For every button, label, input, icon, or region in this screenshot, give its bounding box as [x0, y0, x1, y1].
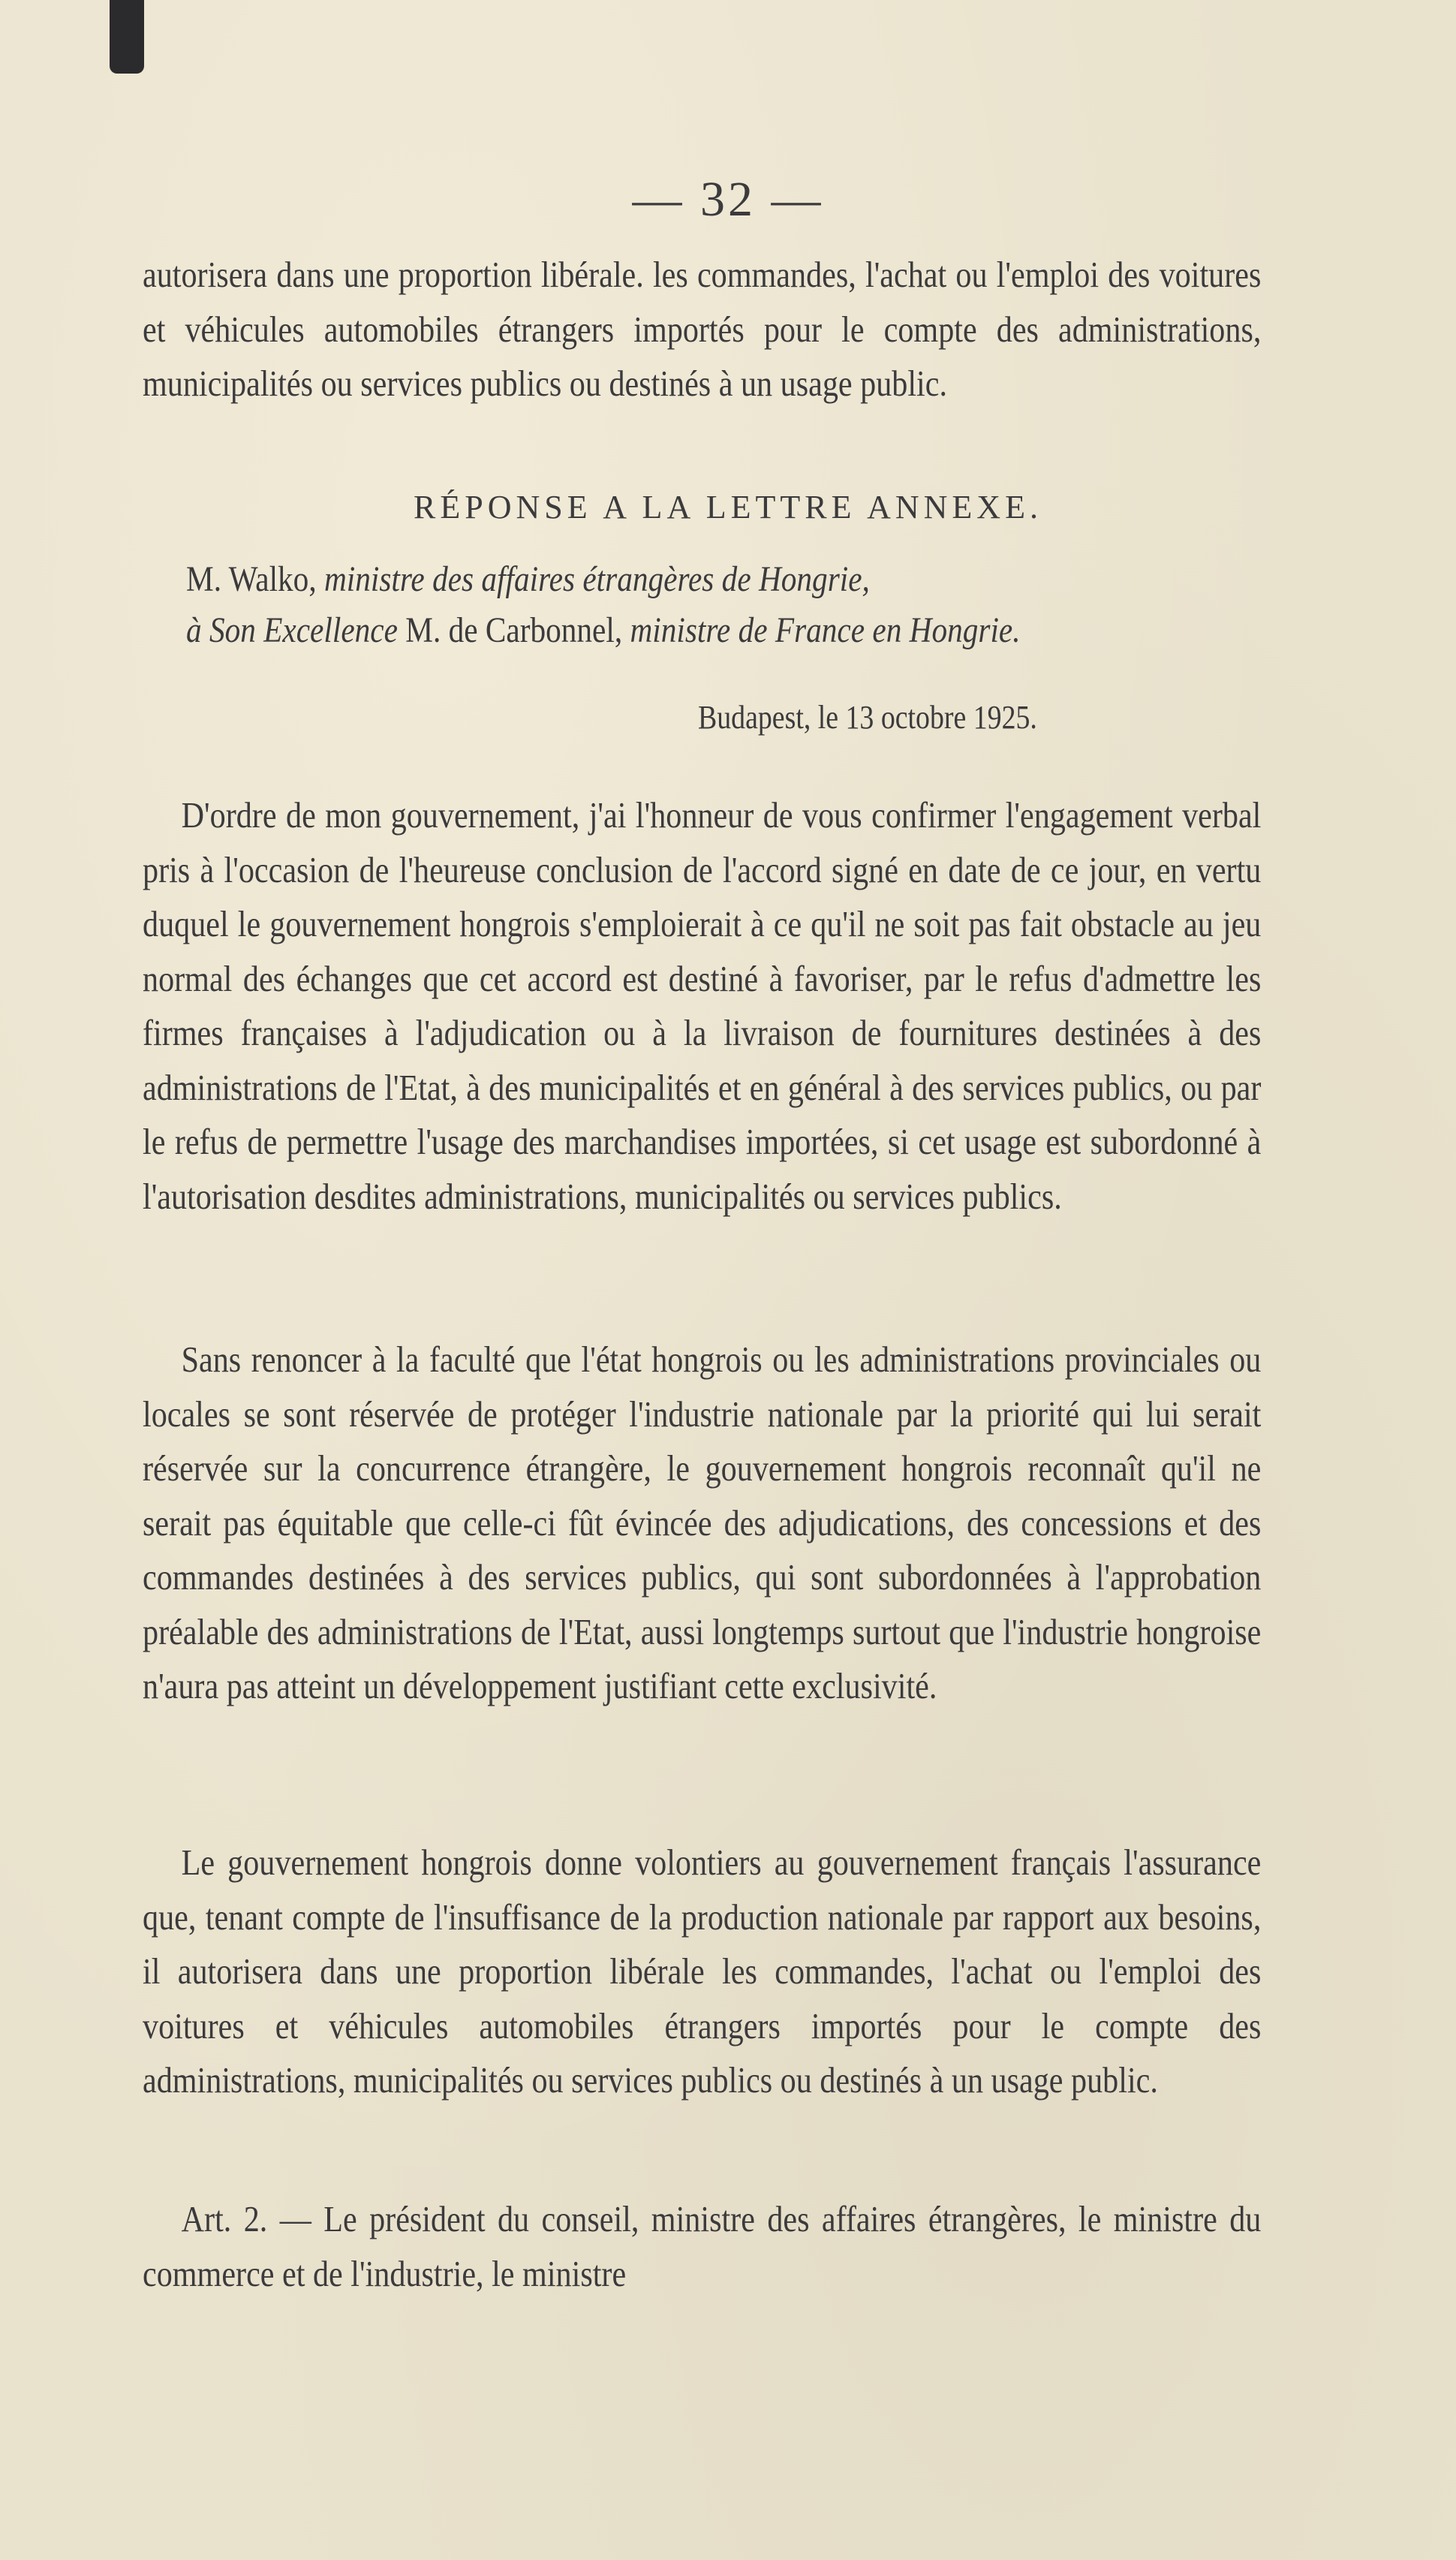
paragraph-text: Art. 2. — Le président du conseil, ministre des affaires étrangères, le ministre du commerce et de l'industrie, le ministre: [143, 2198, 1262, 2294]
paragraph-text: Le gouvernement hongrois donne volontiers au gouvernement français l'assurance que, tenant compte de l'insuffisance de la production nationale par rapport aux besoins, il autorisera dans une proportion libérale les commandes, l'achat ou l'emploi des voitures et véhicules automobiles étrangers importés pour le compte des administrations, municipalités ou services publics ou destinés à un usage public.: [143, 1842, 1262, 2101]
section-heading: RÉPONSE A LA LETTRE ANNEXE.: [414, 489, 1042, 526]
paragraph-text: Sans renoncer à la faculté que l'état hongrois ou les administrations provinciales ou locales se sont réservée de protéger l'industrie nationale par la priorité qui lui serait réservée sur la concurrence étrangère, le gouvernement hongrois reconnaît qu'il ne serait pas équitable que celle-ci fût évincée des adjudications, des concessions et des commandes destinées à des services publics, qui sont subordonnées à l'approbation préalable des administrations de l'Etat, aussi longtemps surtout que l'industrie hongroise n'aura pas atteint un développement justifiant cette exclusivité.: [143, 1339, 1262, 1706]
recipient-title: ministre de France en Hongrie.: [630, 610, 1021, 650]
paragraph-4: [143, 2192, 1261, 2301]
ink-corner-mark: [110, 0, 144, 74]
recipient-honorific: à Son Excellence: [186, 610, 398, 650]
sender-name: M. Walko,: [186, 559, 317, 599]
paragraph-continuation: [143, 248, 1261, 411]
letter-addressee: [186, 554, 1109, 656]
letter-date: Budapest, le 13 octobre 1925.: [698, 699, 1037, 736]
sender-title: ministre des affaires étrangères de Hongrie,: [323, 559, 870, 599]
paragraph-2: [143, 1333, 1261, 1714]
paragraph-text: autorisera dans une proportion libérale. les commandes, l'achat ou l'emploi des voitures et véhicules automobiles étrangers importés pour le compte des administrations, municipalités ou services publics ou destinés à un usage public.: [143, 254, 1262, 404]
paragraph-3: [143, 1836, 1261, 2108]
paragraph-text: D'ordre de mon gouvernement, j'ai l'honneur de vous confirmer l'engagement verbal pris à l'occasion de l'heureuse conclusion de l'accord signé en date de ce jour, en vertu duquel le gouvernement hongrois s'emploierait à ce qu'il ne soit pas fait obstacle au jeu normal des échanges que cet accord est destiné à favoriser, par le refus d'admettre les firmes françaises à l'adjudication ou à la livraison de fournitures destinées à des administrations de l'Etat, à des municipalités et en général à des services publics, ou par le refus de permettre l'usage des marchandises importées, si cet usage est subordonné à l'autorisation desdites administrations, municipalités ou services publics.: [143, 794, 1262, 1217]
paragraph-1: [143, 788, 1261, 1224]
recipient-name: M. de Carbonnel,: [405, 610, 623, 650]
page-number: — 32 —: [632, 172, 824, 227]
